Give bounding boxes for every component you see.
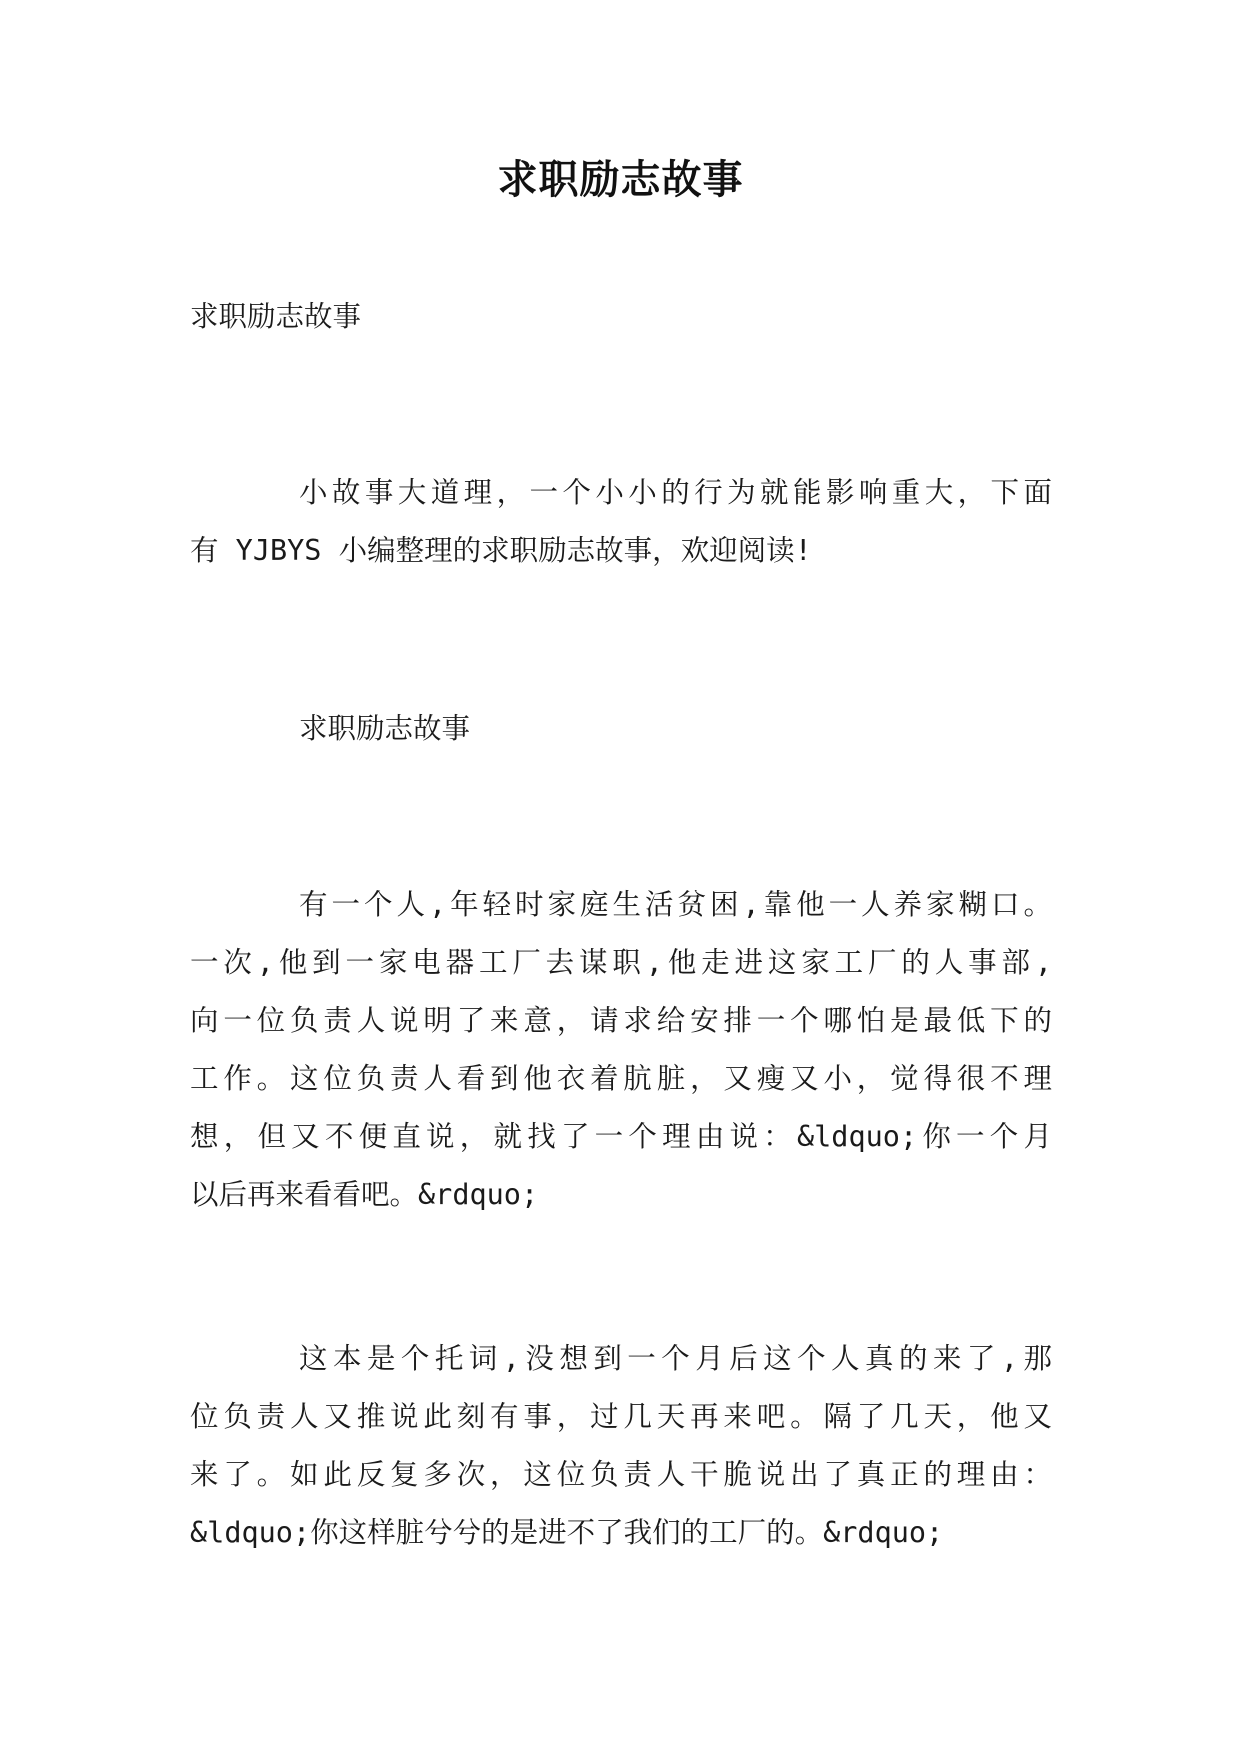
story-paragraph-1: [190, 876, 1052, 1224]
story-line: 有一个人,年轻时家庭生活贫困,靠他一人养家糊口。: [299, 888, 1052, 921]
story-line: 以后再来看看吧。&rdquo;: [190, 1178, 539, 1211]
story-line: &ldquo;你这样脏兮兮的是进不了我们的工厂的。&rdquo;: [190, 1516, 944, 1549]
story-paragraph-2: [190, 1330, 1052, 1562]
story-line: 一次,他到一家电器工厂去谋职,他走进这家工厂的人事部,: [190, 946, 1052, 979]
story-line: 想，但又不便直说，就找了一个理由说：&ldquo;你一个月: [190, 1120, 1052, 1153]
intro-paragraph: [190, 464, 1052, 580]
story-line: 工作。这位负责人看到他衣着肮脏，又瘦又小，觉得很不理: [190, 1062, 1052, 1095]
story-line: 位负责人又推说此刻有事，过几天再来吧。隔了几天，他又: [190, 1400, 1052, 1433]
story-line: 来了。如此反复多次，这位负责人干脆说出了真正的理由：: [190, 1458, 1052, 1491]
document-title: 求职励志故事: [497, 156, 744, 203]
intro-line: 小故事大道理，一个小小的行为就能影响重大，下面: [299, 476, 1052, 509]
intro-line: 有 YJBYS 小编整理的求职励志故事，欢迎阅读!: [190, 534, 812, 567]
story-line: 向一位负责人说明了来意，请求给安排一个哪怕是最低下的: [190, 1004, 1052, 1037]
section-heading: 求职励志故事: [299, 712, 471, 745]
document-subtitle: 求职励志故事: [190, 300, 362, 333]
story-line: 这本是个托词,没想到一个月后这个人真的来了,那: [299, 1342, 1052, 1375]
